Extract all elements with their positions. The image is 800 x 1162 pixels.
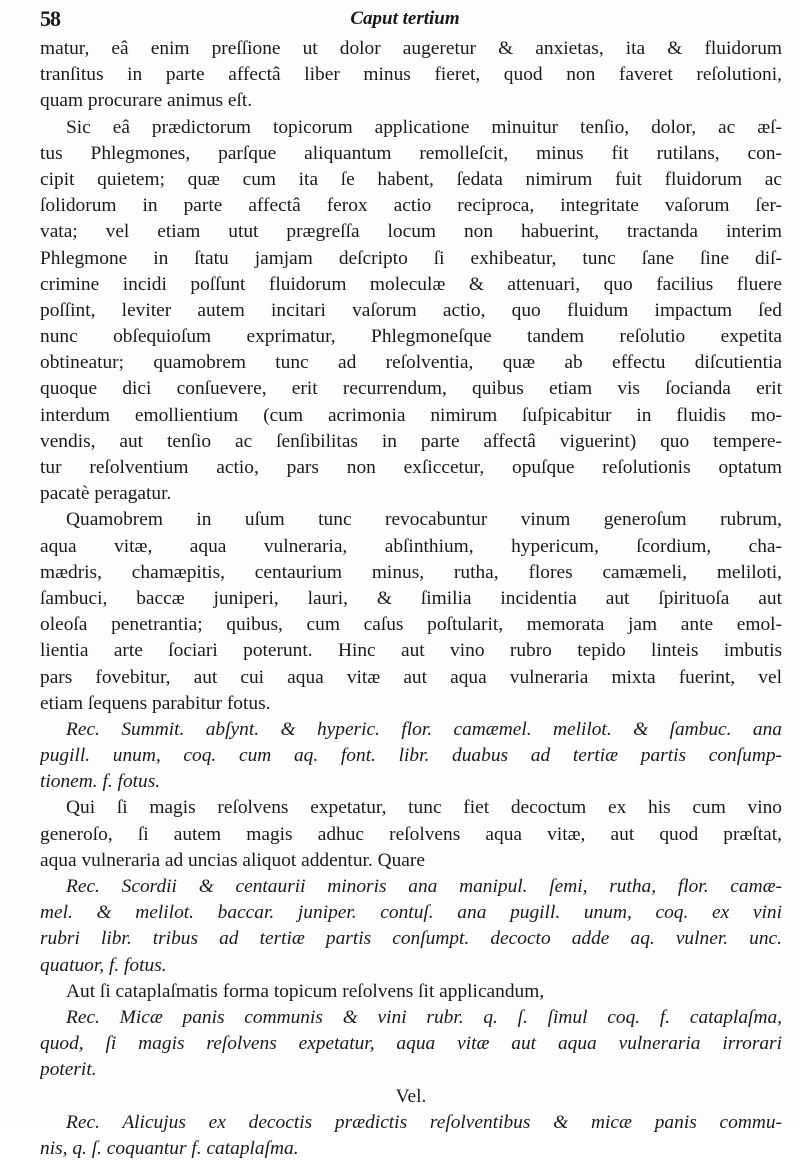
text-line: lientia arte ſociari poterunt. Hinc aut vino rubro tepido linteis imbutis xyxy=(40,640,782,662)
text-line: tionem. f. fotus. xyxy=(40,771,161,793)
text-line: rubri libr. tribus ad tertiæ partis conſumpt. decocto adde aq. vulner. unc. xyxy=(40,928,782,950)
text-line: nis, q. ſ. coquantur f. cataplaſma. xyxy=(40,1137,299,1159)
text-line: oleoſa penetrantia; quibus, cum caſus poſtularit, memorata jam ante emol- xyxy=(40,614,782,636)
text-line: mel. & melilot. baccar. juniper. contuſ. ana pugill. unum, coq. ex vini xyxy=(40,902,782,924)
text-line: Sic eâ prædictorum topicorum applicatione minuitur tenſio, dolor, ac æſ- xyxy=(66,116,782,138)
text-line: ſambuci, baccæ juniperi, lauri, & ſimilia incidentia aut ſpirituoſa aut xyxy=(40,587,782,609)
text-line: ſolidorum in parte affectâ ferox actio reciproca, integritate vaſorum ſer- xyxy=(40,195,782,217)
text-line: vendis, aut tenſio ac ſenſibilitas in parte affectâ viguerint) quo tempere- xyxy=(40,430,782,452)
page-header xyxy=(40,6,770,36)
text-line: obtineatur; quamobrem tunc ad reſolventia, quæ ab effectu diſcutientia xyxy=(40,352,782,374)
text-line: poterit. xyxy=(40,1059,97,1081)
text-line: tranſitus in parte affectâ liber minus fieret, quod non faveret reſolutioni, xyxy=(40,64,782,86)
page-number: 58 xyxy=(40,6,60,31)
text-line: quod, ſi magis reſolvens expetatur, aqua vitæ aut aqua vulneraria irrorari xyxy=(40,1033,782,1055)
text-line: quam procurare animus eſt. xyxy=(40,90,253,112)
text-line: aqua vulneraria ad uncias aliquot addentur. Quare xyxy=(40,849,425,871)
running-head: Caput tertium xyxy=(350,8,460,29)
text-line: poſſint, leviter autem incitari vaſorum actio, quo fluidum impactum ſed xyxy=(40,299,782,321)
text-line: Qui ſi magis reſolvens expetatur, tunc fiet decoctum ex his cum vino xyxy=(66,797,782,819)
text-line: Rec. Micæ panis communis & vini rubr. q. ſ. ſimul coq. f. cataplaſma, xyxy=(66,1006,782,1028)
text-line: Vel. xyxy=(395,1085,427,1107)
text-line: nunc obſequioſum exprimatur, Phlegmoneſque tandem reſolutio expetita xyxy=(40,326,782,348)
text-line: Rec. Scordii & centaurii minoris ana manipul. ſemi, rutha, flor. camæ- xyxy=(66,876,782,897)
text-line: cipit quietem; quæ cum ita ſe habent, ſedata nimirum fuit fluidorum ac xyxy=(40,168,782,190)
text-line: Rec. Summit. abſynt. & hyperic. flor. camæmel. melilot. & ſambuc. ana xyxy=(66,718,782,740)
text-line: Phlegmone in ſtatu jamjam deſcripto ſi exhibeatur, tunc ſane ſine diſ- xyxy=(40,247,782,269)
text-line: crimine incidi poſſunt fluidorum moleculæ & attenuari, quo facilius fluere xyxy=(40,273,782,295)
text-line: interdum emollientium (cum acrimonia nimirum ſuſpicabitur in fluidis mo- xyxy=(40,404,782,426)
text-line: Rec. Alicujus ex decoctis prædictis reſolventibus & micæ panis commu- xyxy=(66,1111,782,1133)
text-line: Quamobrem in uſum tunc revocabuntur vinum generoſum rubrum, xyxy=(66,509,782,531)
text-line: vata; vel etiam utut prægreſſa locum non habuerint, tractanda interim xyxy=(40,221,782,243)
text-line: mædris, chamæpitis, centaurium minus, rutha, flores camæmeli, meliloti, xyxy=(40,561,782,583)
text-line: tus Phlegmones, parſque aliquantum remolleſcit, minus fit rutilans, con- xyxy=(40,142,782,164)
text-line: aqua vitæ, aqua vulneraria, abſinthium, hypericum, ſcordium, cha- xyxy=(40,535,782,557)
text-line: pacatè peragatur. xyxy=(40,483,172,505)
text-line: Aut ſi cataplaſmatis forma topicum reſolvens ſit applicandum, xyxy=(66,980,545,1002)
text-line: quatuor, f. fotus. xyxy=(40,954,167,976)
text-line: quoque dici conſuevere, erit recurrendum, quibus etiam vis ſocianda erit xyxy=(40,378,782,400)
text-line: pugill. unum, coq. cum aq. font. libr. duabus ad tertiæ partis conſump- xyxy=(40,745,782,767)
text-line: etiam ſequens parabitur fotus. xyxy=(40,692,271,714)
text-line: generoſo, ſi autem magis adhuc reſolvens aqua vitæ, aut quod præſtat, xyxy=(40,823,782,845)
text-line: pars fovebitur, aut cui aqua vitæ aut aqua vulneraria mixta fuerint, vel xyxy=(40,666,782,688)
text-line: tur reſolventium actio, pars non exſiccetur, opuſque reſolutionis optatum xyxy=(40,457,782,478)
text-line: matur, eâ enim preſſione ut dolor augeretur & anxietas, ita & fluidorum xyxy=(40,38,782,59)
body-text xyxy=(40,36,782,1162)
